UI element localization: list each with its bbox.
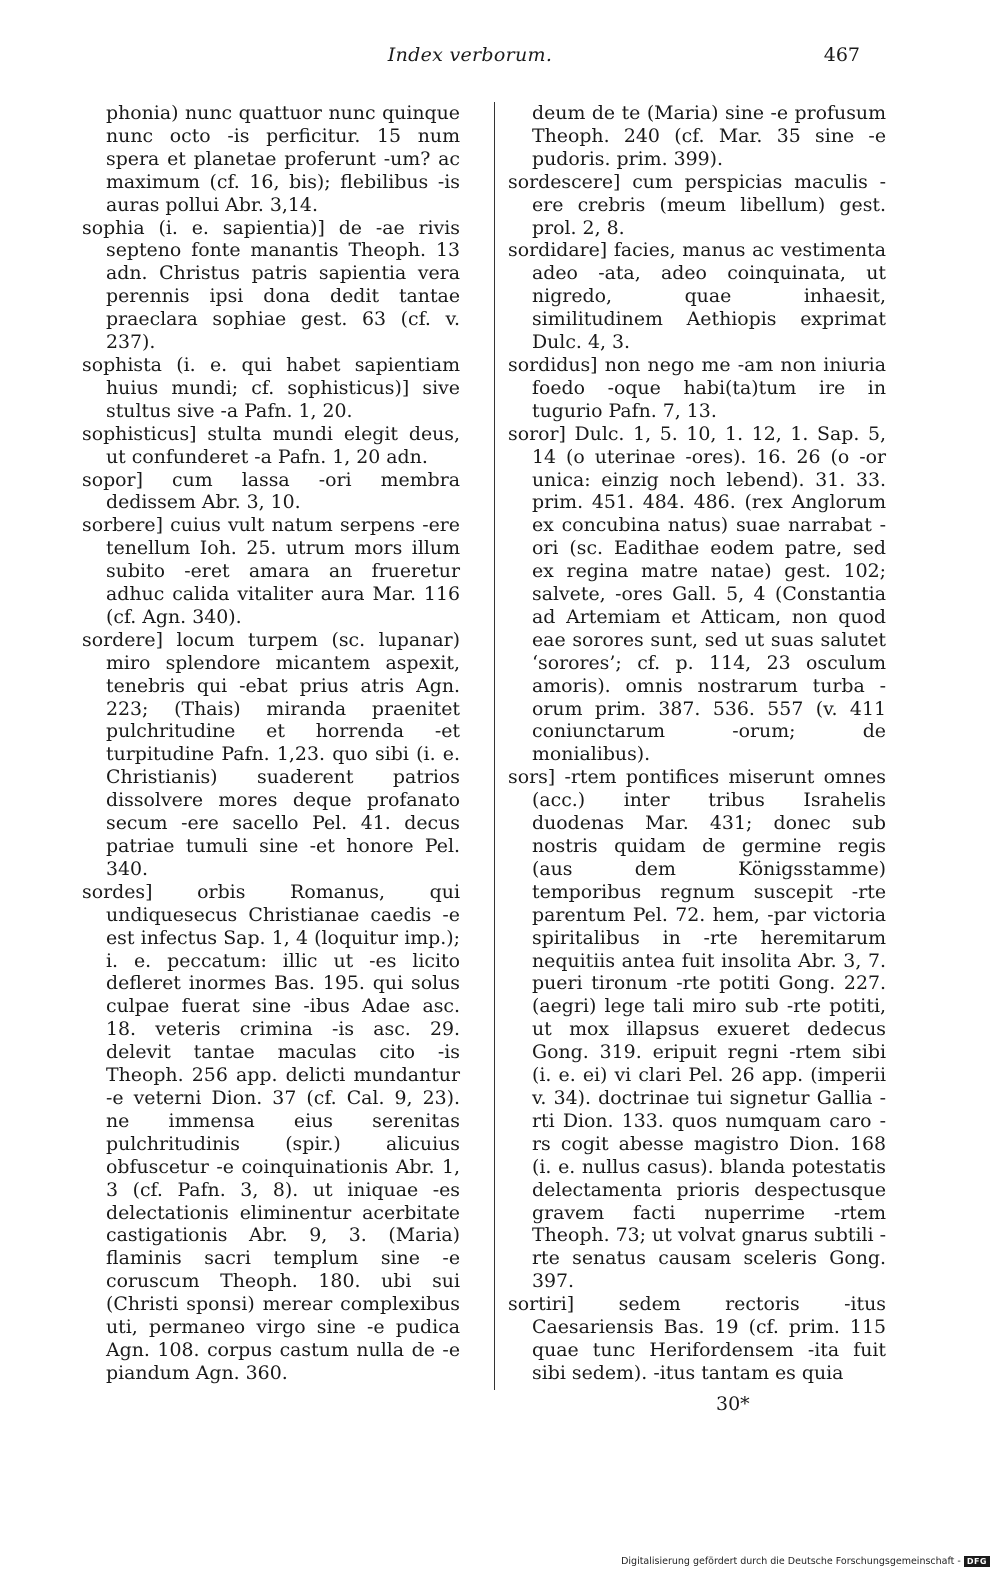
index-entry: sordere] locum turpem (sc. lupanar) miro splendore micantem aspexit, tenebris qui -ebat prius atris Agn. 223; (Thais) miranda praenitet pulchritudine et horrenda -et turpitudine Pafn. 1,23. quo sibi (i. e. Christianis) suaderent patrios dissolvere mores deque profanato secum -ere sacello Pel. 41. decus patriae tumuli sine -et honore Pel. 340. [82,628,460,880]
index-entry: deum de te (Maria) sine -e profusum Theoph. 240 (cf. Mar. 35 sine -e pudoris. prim. 399). [532,102,886,170]
signature-mark: 30* [716,1393,750,1415]
digitization-credit [621,1556,990,1567]
index-entry: soror] Dulc. 1, 5. 10, 1. 12, 1. Sap. 5, 14 (o uterinae -ores). 16. 26 (o -or unica: einzig noch lebend). 31. 33. prim. 451. 484. 486. (rex Anglorum ex concubina natus) suae narrabat -ori (sc. Eadithae eodem patre, sed ex regina matre natae) gest. 102; salvete, -ores Gall. 5, 4 (Constantia ad Artemiam et Atticam, non quod eae sorores sunt, sed ut suas salutet ‘sorores’; cf. p. 114, 23 osculum amoris). omnis nostrarum turba -orum prim. 387. 536. 557 (v. 411 coniunctarum -orum; de monialibus). [508,422,886,766]
index-entry: sorbere] cuius vult natum serpens -ere tenellum Ioh. 25. utrum mors illum subito -eret amara an frueretur adhuc calida vitaliter aura Mar. 116 (cf. Agn. 340). [82,514,460,628]
index-entry: sophisticus] stulta mundi elegit deus, ut confunderet -a Pafn. 1, 20 adn. [82,422,460,468]
credit-text: Digitalisierung gefördert durch die Deutsche Forschungsgemeinschaft - [621,1556,961,1567]
index-entry: sordidus] non nego me -am non iniuria foedo -oque habi(ta)tum ire in tugurio Pafn. 7, 13. [508,353,886,422]
column-divider [494,102,495,1390]
index-entry: phonia) nunc quattuor nunc quinque nunc octo -is perficitur. 15 num spera et planetae proferunt -um? ac maximum (cf. 16, bis); flebilibus -is auras pollui Abr. 3,14. [106,102,460,216]
running-header [80,44,860,74]
index-entry: sortiri] sedem rectoris -itus Caesariensis Bas. 19 (cf. prim. 115 quae tunc Herifordensem -ita fuit sibi sedem). -itus tantam es quia [508,1293,886,1384]
index-entry: sors] -rtem pontifices miserunt omnes (acc.) inter tribus Israhelis duodenas Mar. 431; donec sub nostris quidam de germine regis (aus dem Königsstamme) temporibus regnum suscepit -rte parentum Pel. 72. hem, -par victoria spiritalibus in -rte heremitarum nequitiis antea fuit insolita Abr. 3, 7. pueri tironum -rte potiti Gong. 227. (aegri) lege tali miro sub -rte potiti, ut mox illapsus exueret dedecus Gong. 319. eripuit regni -rtem sibi (i. e. ei) vi clari Pel. 26 app. (imperii v. 34). doctrinae tui signetur Gallia -rti Dion. 133. quos numquam caro -rs cogit abesse magistro Dion. 168 (i. e. nullus casus). blanda potestatis delectamenta prioris despectusque gravem facti nuperrime -rtem Theoph. 73; ut volvat gnarus subtili -rte senatus causam sceleris Gong. 397. [508,766,886,1293]
page-number: 467 [823,44,860,66]
index-entry: sopor] cum lassa -ori membra dedissem Abr. 3, 10. [82,468,460,514]
index-entry: sophia (i. e. sapientia)] de -ae rivis septeno fonte manantis Theoph. 13 adn. Christus patris sapientia vera perennis ipsi dona dedit tantae praeclara sophiae gest. 63 (cf. v. 237). [82,216,460,354]
index-entry: sordidare] facies, manus ac vestimenta adeo -ata, adeo coinquinata, ut nigredo, quae inhaesit, similitudinem Aethiopis exprimat Dulc. 4, 3. [508,239,886,354]
page-title: Index verborum. [387,44,553,66]
left-column [82,102,460,1385]
index-entry: sordes] orbis Romanus, qui undiquesecus Christianae caedis -e est infectus Sap. 1, 4 (loquitur imp.); i. e. peccatum: illic ut -es licito defleret inormes Bas. 195. qui solus culpae fuerat sine -ibus Adae asc. 18. veteris crimina -is asc. 29. delevit tantae maculas cito -is Theoph. 256 app. delicti mundantur -e veterni Dion. 37 (cf. Cal. 9, 23). ne immensa eius serenitas pulchritudinis (spir.) alicuius obfuscetur -e coinquinationis Abr. 1, 3 (cf. Pafn. 3, 8). ut iniquae -es delectationis eliminentur acerbitate castigationis Abr. 9, 3. (Maria) flaminis sacri templum sine -e coruscum Theoph. 180. ubi sui (Christi sponsi) merear complexibus uti, permaneo virgo sine -e pudica Agn. 108. corpus castum nulla de -e piandum Agn. 360. [82,880,460,1384]
right-column [508,102,886,1385]
index-entry: sophista (i. e. qui habet sapientiam huius mundi; cf. sophisticus)] sive stultus sive -a Pafn. 1, 20. [82,353,460,422]
index-entry: sordescere] cum perspicias maculis -ere crebris (meum libellum) gest. prol. 2, 8. [508,170,886,239]
dfg-logo: DFG [964,1556,990,1567]
